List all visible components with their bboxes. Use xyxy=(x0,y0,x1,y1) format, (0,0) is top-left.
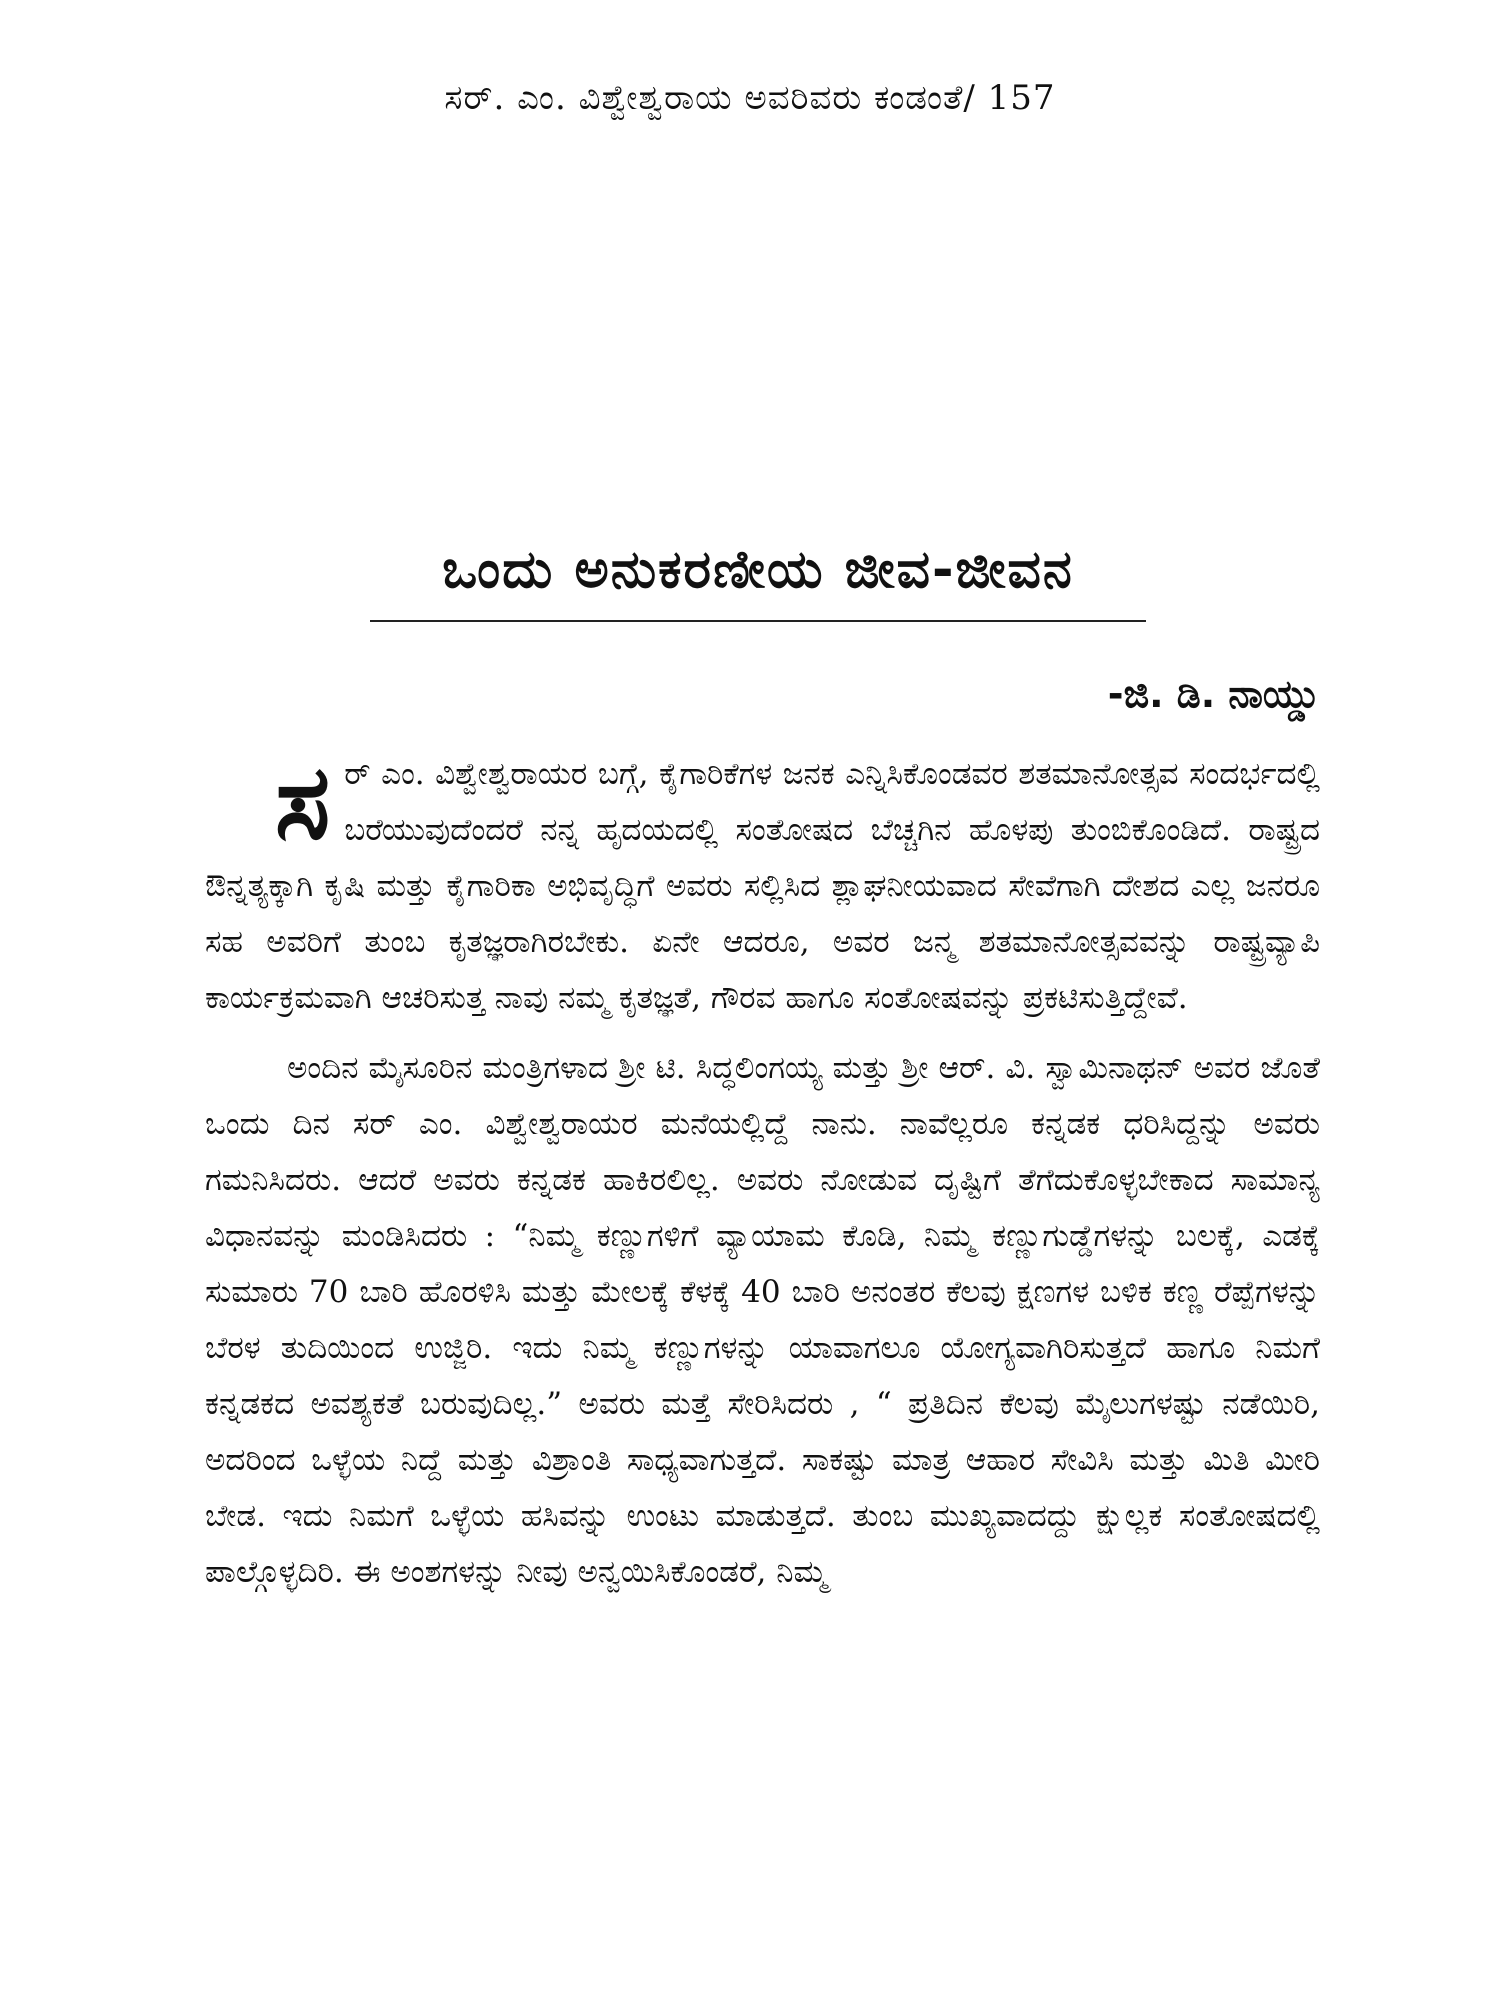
title-underline xyxy=(370,620,1146,622)
author-byline: -ಜಿ. ಡಿ. ನಾಯ್ಡು xyxy=(1107,672,1320,716)
article-title: ಒಂದು ಅನುಕರಣೀಯ ಜೀವ-ಜೀವನ xyxy=(442,540,1074,600)
drop-cap: ಸ xyxy=(275,741,331,863)
paragraph-2: ಅಂದಿನ ಮೈಸೂರಿನ ಮಂತ್ರಿಗಳಾದ ಶ್ರೀ ಟಿ. ಸಿದ್ಧಲಿಂಗಯ್ಯ ಮತ್ತು ಶ್ರೀ ಆರ್. ವಿ. ಸ್ವಾಮಿನಾಥನ್ ಅವರ ಜೊತೆ ಒಂದು ದಿನ ಸರ್ ಎಂ. ವಿಶ್ವೇಶ್ವರಾಯರ ಮನೆಯಲ್ಲಿದ್ದೆ ನಾನು. ನಾವೆಲ್ಲರೂ ಕನ್ನಡಕ ಧರಿಸಿದ್ದನ್ನು ಅವರು ಗಮನಿಸಿದರು. ಆದರೆ ಅವರು ಕನ್ನಡಕ ಹಾಕಿರಲಿಲ್ಲ. ಅವರು ನೋಡುವ ದೃಷ್ಟಿಗೆ ತೆಗೆದುಕೊಳ್ಳಬೇಕಾದ ಸಾಮಾನ್ಯ ವಿಧಾನವನ್ನು ಮಂಡಿಸಿದರು : “ನಿಮ್ಮ ಕಣ್ಣುಗಳಿಗೆ ವ್ಯಾಯಾಮ ಕೊಡಿ, ನಿಮ್ಮ ಕಣ್ಣುಗುಡ್ಡೆಗಳನ್ನು ಬಲಕ್ಕೆ, ಎಡಕ್ಕೆ ಸುಮಾರು 70 ಬಾರಿ ಹೊರಳಿಸಿ ಮತ್ತು ಮೇಲಕ್ಕೆ ಕೆಳಕ್ಕೆ 40 ಬಾರಿ ಅನಂತರ ಕೆಲವು ಕ್ಷಣಗಳ ಬಳಿಕ ಕಣ್ಣ ರೆಪ್ಪೆಗಳನ್ನು ಬೆರಳ ತುದಿಯಿಂದ ಉಜ್ಜಿರಿ. ಇದು ನಿಮ್ಮ ಕಣ್ಣುಗಳನ್ನು ಯಾವಾಗಲೂ ಯೋಗ್ಯವಾಗಿರಿಸುತ್ತದೆ ಹಾಗೂ ನಿಮಗೆ ಕನ್ನಡಕದ ಅವಶ್ಯಕತೆ ಬರುವುದಿಲ್ಲ.” ಅವರು ಮತ್ತೆ ಸೇರಿಸಿದರು , “ ಪ್ರತಿದಿನ ಕೆಲವು ಮೈಲುಗಳಷ್ಟು ನಡೆಯಿರಿ, ಅದರಿಂದ ಒಳ್ಳೆಯ ನಿದ್ದೆ ಮತ್ತು ವಿಶ್ರಾಂತಿ ಸಾಧ್ಯವಾಗುತ್ತದೆ. ಸಾಕಷ್ಟು ಮಾತ್ರ ಆಹಾರ ಸೇವಿಸಿ ಮತ್ತು ಮಿತಿ ಮೀರಿ ಬೇಡ. ಇದು ನಿಮಗೆ ಒಳ್ಳೆಯ ಹಸಿವನ್ನು ಉಂಟು ಮಾಡುತ್ತದೆ. ತುಂಬ ಮುಖ್ಯವಾದದ್ದು ಕ್ಷುಲ್ಲಕ ಸಂತೋಷದಲ್ಲಿ ಪಾಲ್ಗೊಳ್ಳದಿರಿ. ಈ ಅಂಶಗಳನ್ನು ನೀವು ಅನ್ವಯಿಸಿಕೊಂಡರೆ, ನಿಮ್ಮ xyxy=(205,1050,1320,1590)
paragraph-1-text: ರ್ ಎಂ. ವಿಶ್ವೇಶ್ವರಾಯರ ಬಗ್ಗೆ, ಕೈಗಾರಿಕೆಗಳ ಜನಕ ಎನ್ನಿಸಿಕೊಂಡವರ ಶತಮಾನೋತ್ಸವ ಸಂದರ್ಭದಲ್ಲಿ ಬರೆಯುವುದೆಂದರೆ ನನ್ನ ಹೃದಯದಲ್ಲಿ ಸಂತೋಷದ ಬೆಚ್ಚಗಿನ ಹೊಳಪು ತುಂಬಿಕೊಂಡಿದೆ. ರಾಷ್ಟ್ರದ ಔನ್ನತ್ಯಕ್ಕಾಗಿ ಕೃಷಿ ಮತ್ತು ಕೈಗಾರಿಕಾ ಅಭಿವೃದ್ಧಿಗೆ ಅವರು ಸಲ್ಲಿಸಿದ ಶ್ಲಾಘನೀಯವಾದ ಸೇವೆಗಾಗಿ ದೇಶದ ಎಲ್ಲ ಜನರೂ ಸಹ ಅವರಿಗೆ ತುಂಬ ಕೃತಜ್ಞರಾಗಿರಬೇಕು. ಏನೇ ಆದರೂ, ಅವರ ಜನ್ಮ ಶತಮಾನೋತ್ಸವವನ್ನು ರಾಷ್ಟ್ರವ್ಯಾಪಿ ಕಾರ್ಯಕ್ರಮವಾಗಿ ಆಚರಿಸುತ್ತ ನಾವು ನಮ್ಮ ಕೃತಜ್ಞತೆ, ಗೌರವ ಹಾಗೂ ಸಂತೋಷವನ್ನು ಪ್ರಕಟಿಸುತ್ತಿದ್ದೇವೆ. xyxy=(205,756,1320,1016)
article-body xyxy=(205,741,1320,1600)
running-head: ಸರ್. ಎಂ. ವಿಶ್ವೇಶ್ವರಾಯ ಅವರಿವರು ಕಂಡಂತೆ/ 157 xyxy=(444,78,1056,118)
paragraph-1 xyxy=(205,741,1320,1026)
